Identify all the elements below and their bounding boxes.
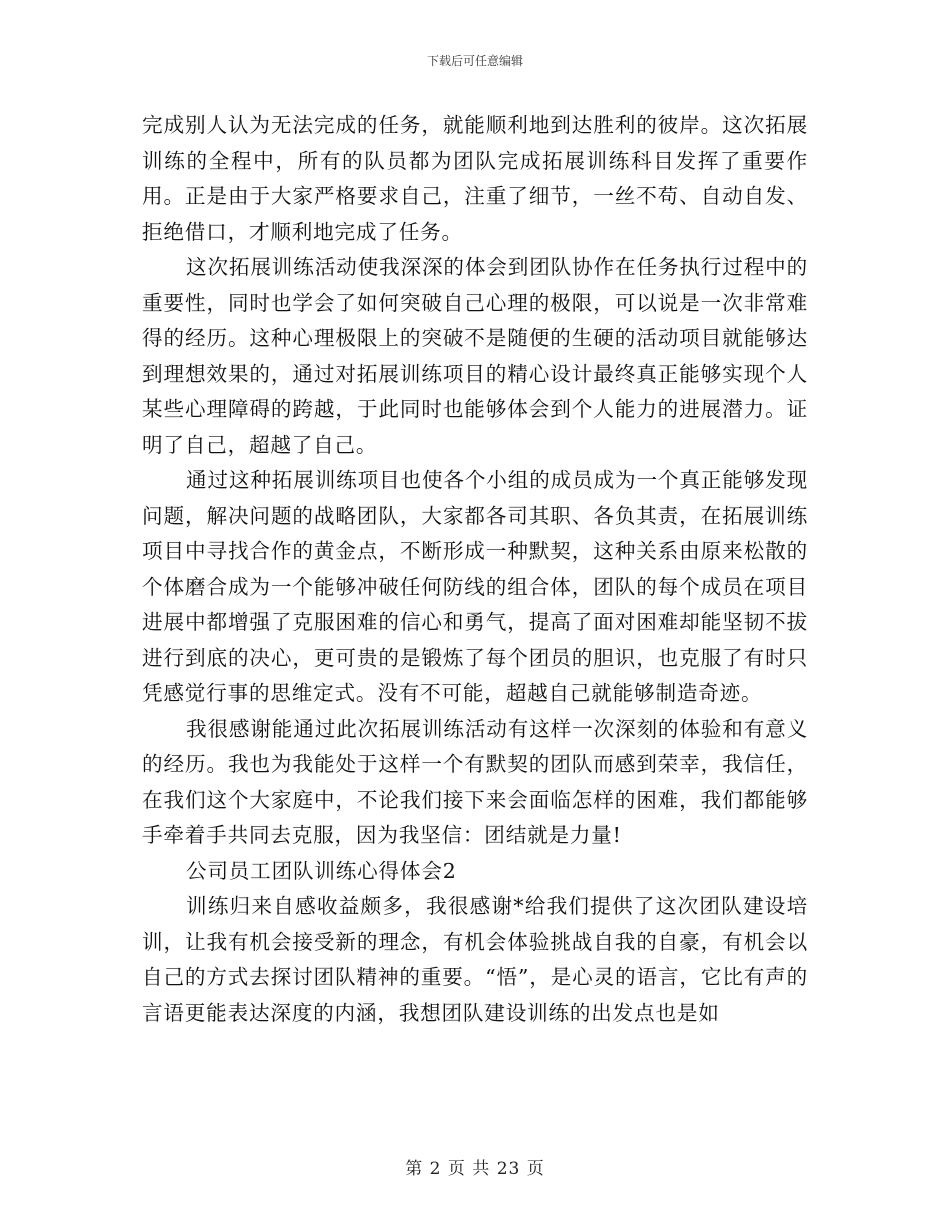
paragraph-5: 训练归来自感收益颇多，我很感谢*给我们提供了这次团队建设培训，让我有机会接受新的理念，有机会体验挑战自我的自豪，有机会以自己的方式去探讨团队精神的重要。“悟”，是心灵的语言，它比有声的言语更能表达深度的内涵，我想团队建设训练的出发点也是如 <box>142 894 808 1025</box>
page-number-footer: 第 2 页 共 23 页 <box>405 1159 545 1179</box>
paragraph-3: 通过这种拓展训练项目也使各个小组的成员成为一个真正能够发现问题，解决问题的战略团队，大家都各司其职、各负其责，在拓展训练项目中寻找合作的黄金点，不断形成一种默契，这种关系由原来松散的个体磨合成为一个能够冲破任何防线的组合体，团队的每个成员在项目进展中都增强了克服困难的信心和勇气，提高了面对困难却能坚韧不拔进行到底的决心，更可贵的是锻炼了每个团员的胆识，也克服了有时只凭感觉行事的思维定式。没有不可能，超越自己就能够制造奇迹。 <box>142 468 808 705</box>
document-body <box>142 108 808 1031</box>
paragraph-1: 完成别人认为无法完成的任务，就能顺利地到达胜利的彼岸。这次拓展训练的全程中，所有的队员都为团队完成拓展训练科目发挥了重要作用。正是由于大家严格要求自己，注重了细节，一丝不苟、自动自发、拒绝借口，才顺利地完成了任务。 <box>142 113 808 244</box>
paragraph-2: 这次拓展训练活动使我深深的体会到团队协作在任务执行过程中的重要性，同时也学会了如何突破自己心理的极限，可以说是一次非常难得的经历。这种心理极限上的突破不是随便的生硬的活动项目就能够达到理想效果的，通过对拓展训练项目的精心设计最终真正能够实现个人某些心理障碍的跨越，于此同时也能够体会到个人能力的进展潜力。证明了自己，超越了自己。 <box>142 255 808 457</box>
section-heading: 公司员工团队训练心得体会2 <box>186 858 457 883</box>
page-header: 下载后可任意编辑 <box>426 54 523 68</box>
paragraph-4: 我很感谢能通过此次拓展训练活动有这样一次深刻的体验和有意义的经历。我也为我能处于这样一个有默契的团队而感到荣幸，我信任，在我们这个大家庭中，不论我们接下来会面临怎样的困难，我们都能够手牵着手共同去克服，因为我坚信：团结就是力量! <box>142 716 808 847</box>
